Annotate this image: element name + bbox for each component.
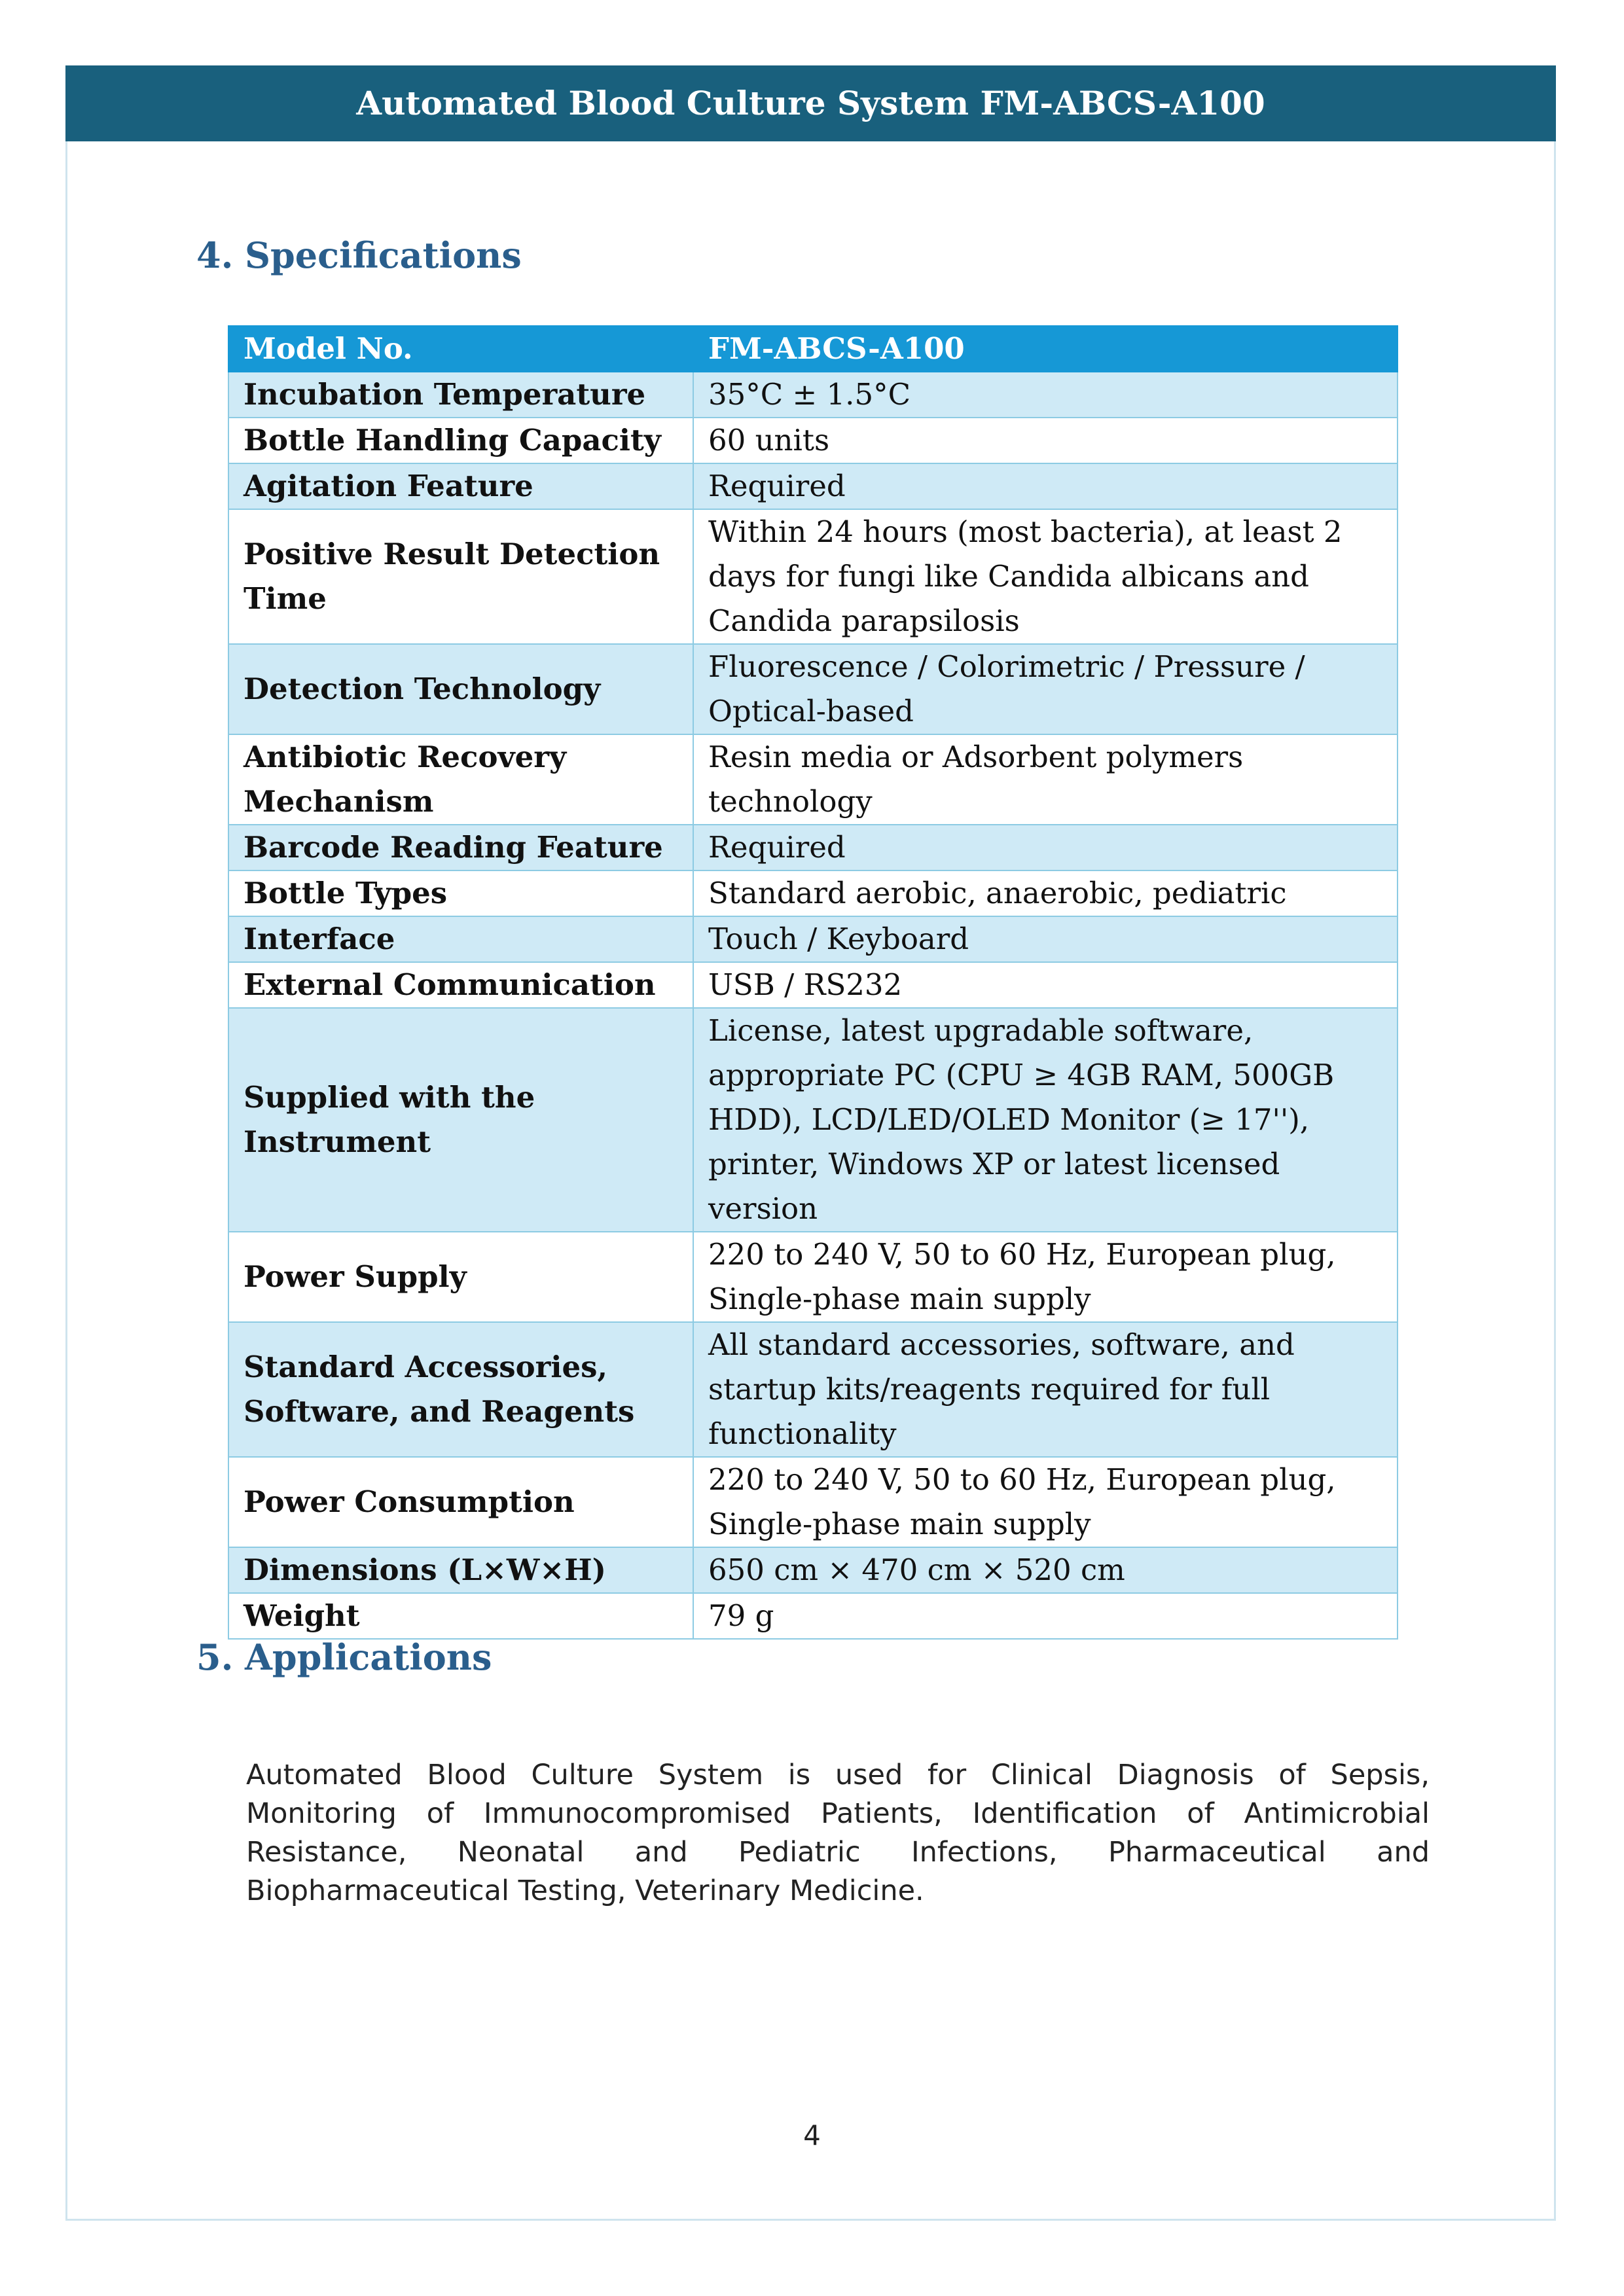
spec-value: Resin media or Adsorbent polymers technology	[693, 734, 1398, 825]
table-row	[228, 870, 1398, 916]
section-title: Applications	[245, 1636, 492, 1678]
table-row	[228, 372, 1398, 418]
table-row	[228, 418, 1398, 463]
spec-value: 650 cm × 470 cm × 520 cm	[693, 1547, 1398, 1593]
table-row	[228, 1322, 1398, 1457]
spec-label: External Communication	[228, 962, 693, 1008]
spec-value: Required	[693, 463, 1398, 509]
page-number: 4	[803, 2119, 821, 2151]
applications-paragraph: Automated Blood Culture System is used for Clinical Diagnosis of Sepsis, Monitoring of Immunocompromised Patients, Identification of Antimicrobial Resistance, Neonatal and Pediatric Infections, Pharmaceutical and Biopharmaceutical Testing, Veterinary Medicine.	[246, 1759, 1430, 1907]
document-title: Automated Blood Culture System FM-ABCS-A100	[356, 84, 1265, 122]
spec-label: Power Consumption	[228, 1457, 693, 1547]
table-row	[228, 734, 1398, 825]
table-row	[228, 1547, 1398, 1593]
table-row	[228, 825, 1398, 870]
header-value-cell: FM-ABCS-A100	[693, 326, 1398, 372]
spec-value: 79 g	[693, 1593, 1398, 1639]
spec-label: Positive Result Detection Time	[228, 509, 693, 644]
table-row	[228, 916, 1398, 962]
table-header-row	[228, 326, 1398, 372]
specifications-table	[228, 325, 1398, 1640]
spec-label: Detection Technology	[228, 644, 693, 734]
spec-label: Weight	[228, 1593, 693, 1639]
table-row	[228, 644, 1398, 734]
spec-label: Bottle Types	[228, 870, 693, 916]
spec-label: Antibiotic Recovery Mechanism	[228, 734, 693, 825]
spec-label: Agitation Feature	[228, 463, 693, 509]
spec-label: Power Supply	[228, 1232, 693, 1322]
table-row	[228, 1593, 1398, 1639]
spec-value: 220 to 240 V, 50 to 60 Hz, European plug, Single-phase main supply	[693, 1232, 1398, 1322]
table-row	[228, 1232, 1398, 1322]
spec-value: License, latest upgradable software, appropriate PC (CPU ≥ 4GB RAM, 500GB HDD), LCD/LED/OLED Monitor (≥ 17''), printer, Windows XP or latest licensed version	[693, 1008, 1398, 1232]
spec-label: Bottle Handling Capacity	[228, 418, 693, 463]
spec-label: Barcode Reading Feature	[228, 825, 693, 870]
spec-label: Interface	[228, 916, 693, 962]
spec-value: Within 24 hours (most bacteria), at least 2 days for fungi like Candida albicans and Candida parapsilosis	[693, 509, 1398, 644]
spec-value: Touch / Keyboard	[693, 916, 1398, 962]
table-row	[228, 962, 1398, 1008]
spec-label: Supplied with the Instrument	[228, 1008, 693, 1232]
section-number: 4.	[196, 234, 234, 276]
applications-heading	[196, 1636, 492, 1678]
table-row	[228, 1457, 1398, 1547]
table-row	[228, 463, 1398, 509]
spec-label: Standard Accessories, Software, and Reagents	[228, 1322, 693, 1457]
specifications-heading	[196, 234, 522, 276]
spec-value: All standard accessories, software, and startup kits/reagents required for full functionality	[693, 1322, 1398, 1457]
header-label-cell: Model No.	[228, 326, 693, 372]
spec-label: Incubation Temperature	[228, 372, 693, 418]
spec-value: USB / RS232	[693, 962, 1398, 1008]
section-number: 5.	[196, 1636, 234, 1678]
spec-value: 60 units	[693, 418, 1398, 463]
document-header-banner	[65, 65, 1556, 141]
table-row	[228, 509, 1398, 644]
spec-value: 35°C ± 1.5°C	[693, 372, 1398, 418]
spec-value: 220 to 240 V, 50 to 60 Hz, European plug, Single-phase main supply	[693, 1457, 1398, 1547]
spec-value: Required	[693, 825, 1398, 870]
spec-label: Dimensions (L×W×H)	[228, 1547, 693, 1593]
table-row	[228, 1008, 1398, 1232]
spec-value: Fluorescence / Colorimetric / Pressure / Optical-based	[693, 644, 1398, 734]
spec-value: Standard aerobic, anaerobic, pediatric	[693, 870, 1398, 916]
section-title: Specifications	[245, 234, 522, 276]
